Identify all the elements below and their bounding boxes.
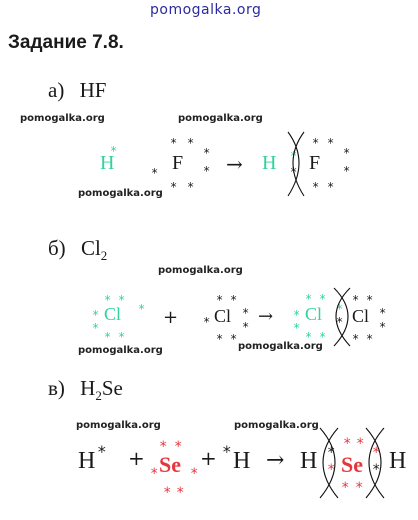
reaction-arrow: → xyxy=(266,448,285,473)
electron: * xyxy=(104,330,112,344)
electron: * xyxy=(176,485,185,501)
electron: * xyxy=(190,466,199,482)
watermark-top[interactable]: pomogalka.org xyxy=(150,2,262,18)
electron: * xyxy=(97,442,107,461)
shared-electron: * xyxy=(372,462,381,478)
part-c-label: в) xyxy=(48,376,65,400)
electron: * xyxy=(159,439,168,455)
chlorine-symbol: Cl xyxy=(214,306,232,326)
hydrogen-symbol: H xyxy=(262,152,277,174)
plus-sign: + xyxy=(200,446,217,470)
shared-electron: * xyxy=(327,462,336,478)
electron: * xyxy=(170,180,178,194)
hydrogen-symbol: H xyxy=(100,152,115,174)
watermark: pomogalka.org xyxy=(76,420,161,431)
electron: * xyxy=(222,442,232,461)
chlorine-symbol: Cl xyxy=(352,306,370,326)
selenium-symbol: Se xyxy=(159,452,181,477)
electron: * xyxy=(242,306,250,320)
part-b-formula: $Cl_2$ xyxy=(80,236,108,264)
electron: * xyxy=(312,136,320,150)
chlorine-symbol: Cl xyxy=(104,304,122,324)
electron: * xyxy=(366,332,374,346)
hydrogen-symbol: H xyxy=(233,448,251,474)
electron: * xyxy=(203,164,211,178)
electron: * xyxy=(92,308,100,322)
electron: * xyxy=(327,136,335,150)
watermark: pomogalka.org xyxy=(78,188,163,199)
plus-sign: + xyxy=(163,307,179,328)
electron: * xyxy=(216,293,224,307)
part-c-formula: $H_2Se$ xyxy=(80,376,123,404)
fluorine-symbol: F xyxy=(309,152,321,174)
electron: * xyxy=(305,292,313,306)
electron: * xyxy=(174,439,183,455)
electron: * xyxy=(293,321,301,335)
hydrogen-electron: * xyxy=(110,144,118,158)
electron: * xyxy=(118,293,126,307)
part-b-label: б) xyxy=(48,236,66,260)
watermark: pomogalka.org xyxy=(238,341,323,352)
electron: * xyxy=(216,332,224,346)
fluorine-symbol: F xyxy=(172,152,184,174)
reaction-arrow: → xyxy=(258,306,274,327)
electron: * xyxy=(356,436,365,452)
part-a-formula: HF xyxy=(79,78,107,102)
electron: * xyxy=(151,166,159,180)
bond-arc xyxy=(369,428,384,498)
watermark: pomogalka.org xyxy=(158,265,243,276)
electron: * xyxy=(118,330,126,344)
task-title: Задание 7.8. xyxy=(8,32,124,53)
chlorine-symbol: Cl xyxy=(305,304,323,324)
hydrogen-symbol: H xyxy=(300,448,318,474)
bond-arc xyxy=(366,428,381,498)
electron: * xyxy=(138,302,146,316)
electron: * xyxy=(230,332,238,346)
shared-electron: * xyxy=(336,315,344,329)
watermark: pomogalka.org xyxy=(178,113,263,124)
electron: * xyxy=(293,308,301,322)
electron: * xyxy=(187,136,195,150)
electron: * xyxy=(163,485,172,501)
electron: * xyxy=(203,146,211,160)
hydrogen-symbol: H xyxy=(78,448,96,474)
watermark: pomogalka.org xyxy=(234,420,319,431)
electron: * xyxy=(341,480,350,496)
electron: * xyxy=(312,180,320,194)
electron: * xyxy=(203,315,211,329)
shared-electron: * xyxy=(290,165,298,179)
electron: * xyxy=(305,330,313,344)
electron: * xyxy=(187,180,195,194)
electron: * xyxy=(352,332,360,346)
hydrogen-symbol: H xyxy=(389,448,407,474)
shared-electron: * xyxy=(327,445,336,461)
electron: * xyxy=(92,321,100,335)
electron: * xyxy=(319,330,327,344)
watermark: pomogalka.org xyxy=(78,345,163,356)
electron: * xyxy=(379,306,387,320)
electron: * xyxy=(379,320,387,334)
electron: * xyxy=(355,480,364,496)
electron: * xyxy=(319,292,327,306)
electron: * xyxy=(170,136,178,150)
electron: * xyxy=(104,293,112,307)
selenium-symbol: Se xyxy=(341,452,363,477)
reaction-arrow: → xyxy=(226,152,243,176)
electron: * xyxy=(150,466,159,482)
plus-sign: + xyxy=(128,446,145,470)
bond-arc xyxy=(320,428,335,498)
electron: * xyxy=(343,146,351,160)
part-a-label: а) xyxy=(48,78,65,102)
shared-electron: * xyxy=(290,149,298,163)
watermark: pomogalka.org xyxy=(20,113,105,124)
electron: * xyxy=(366,293,374,307)
electron: * xyxy=(230,293,238,307)
shared-electron: * xyxy=(372,445,381,461)
electron: * xyxy=(242,320,250,334)
electron: * xyxy=(343,164,351,178)
electron: * xyxy=(352,293,360,307)
electron: * xyxy=(327,180,335,194)
bond-arc xyxy=(323,428,338,498)
electron: * xyxy=(343,436,352,452)
shared-electron: * xyxy=(336,302,344,316)
